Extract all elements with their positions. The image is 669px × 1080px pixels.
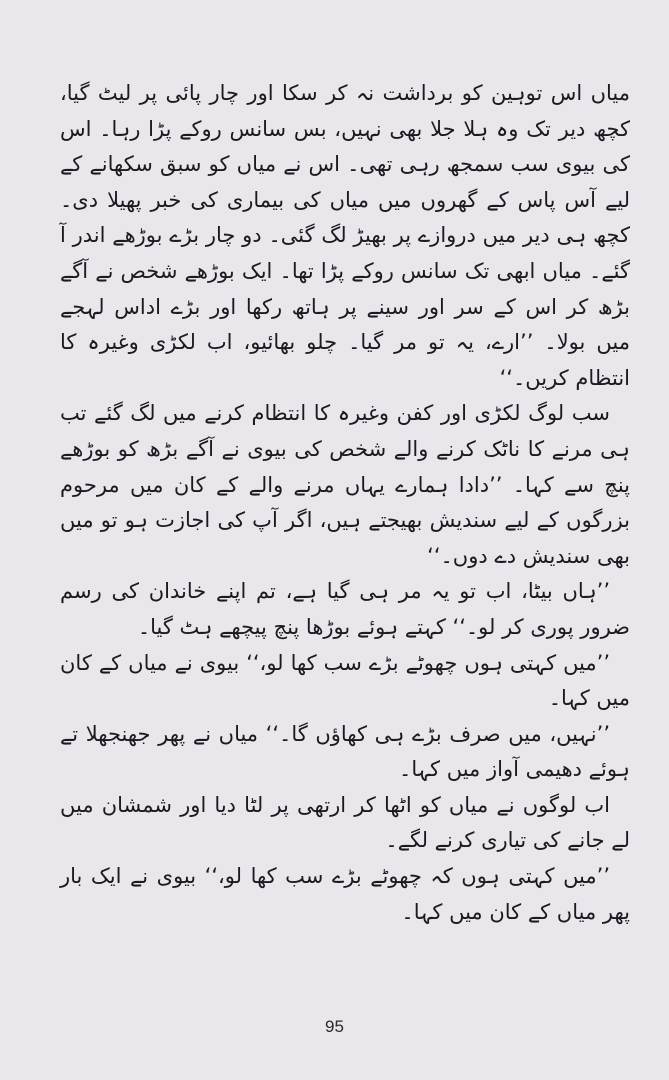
page-number: 95 bbox=[325, 1017, 344, 1036]
paragraph-2: سب لوگ لکڑی اور کفن وغیرہ کا انتظام کرنے میں لگ گئے تب ہی مرنے کا ناٹک کرنے والے شخص کی بیوی نے آگے بڑھ کو بوڑھے پنچ سے کہا۔ ’’دادا ہمارے یہاں مرنے والے کے کان میں مرحوم بزرگوں کے لیے سندیش بھیجتے ہیں، اگر آپ کی اجازت ہو تو میں بھی سندیش دے دوں۔‘‘ bbox=[60, 401, 630, 568]
paragraph-4: ’’میں کہتی ہوں چھوٹے بڑے سب کھا لو،‘‘ بیوی نے میاں کے کان میں کہا۔ bbox=[60, 650, 630, 711]
paragraph-1: میاں اس توہین کو برداشت نہ کر سکا اور چار پائی پر لیٹ گیا، کچھ دیر تک وہ ہلا جلا بھی نہیں، بس سانس روکے پڑا رہا۔ اس کی بیوی سب سمجھ رہی تھی۔ اس نے میاں کو سبق سکھانے کے لیے آس پاس کے گھروں میں میاں کی بیماری کی خبر پھیلا دی۔ کچھ ہی دیر میں دروازے پر بھیڑ لگ گئی۔ دو چار بڑے بوڑھے اندر آ گئے۔ میاں ابھی تک سانس روکے پڑا تھا۔ ایک بوڑھے شخص نے آگے بڑھ کر اس کے سر اور سینے پر ہاتھ رکھا اور بڑے اداس لہجے میں بولا۔ ’’ارے، یہ تو مر گیا۔ چلو بھائیو، اب لکڑی وغیرہ کا انتظام کریں۔‘‘ bbox=[60, 81, 630, 390]
paragraph-5: ’’نہیں، میں صرف بڑے ہی کھاؤں گا۔‘‘ میاں نے پھر جھنجھلا تے ہوئے دھیمی آواز میں کہا۔ bbox=[60, 721, 630, 782]
story-text bbox=[60, 76, 630, 930]
paragraph-6: اب لوگوں نے میاں کو اٹھا کر ارتھی پر لٹا دیا اور شمشان میں لے جانے کی تیاری کرنے لگے۔ bbox=[60, 792, 630, 853]
paragraph-3: ’’ہاں بیٹا، اب تو یہ مر ہی گیا ہے، تم اپنے خاندان کی رسم ضرور پوری کر لو۔‘‘ کہتے ہوئے بوڑھا پنچ پیچھے ہٹ گیا۔ bbox=[60, 579, 630, 639]
paragraph-7: ’’میں کہتی ہوں کہ چھوٹے بڑے سب کھا لو،‘‘ بیوی نے ایک بار پھر میاں کے کان میں کہا۔ bbox=[60, 864, 630, 924]
